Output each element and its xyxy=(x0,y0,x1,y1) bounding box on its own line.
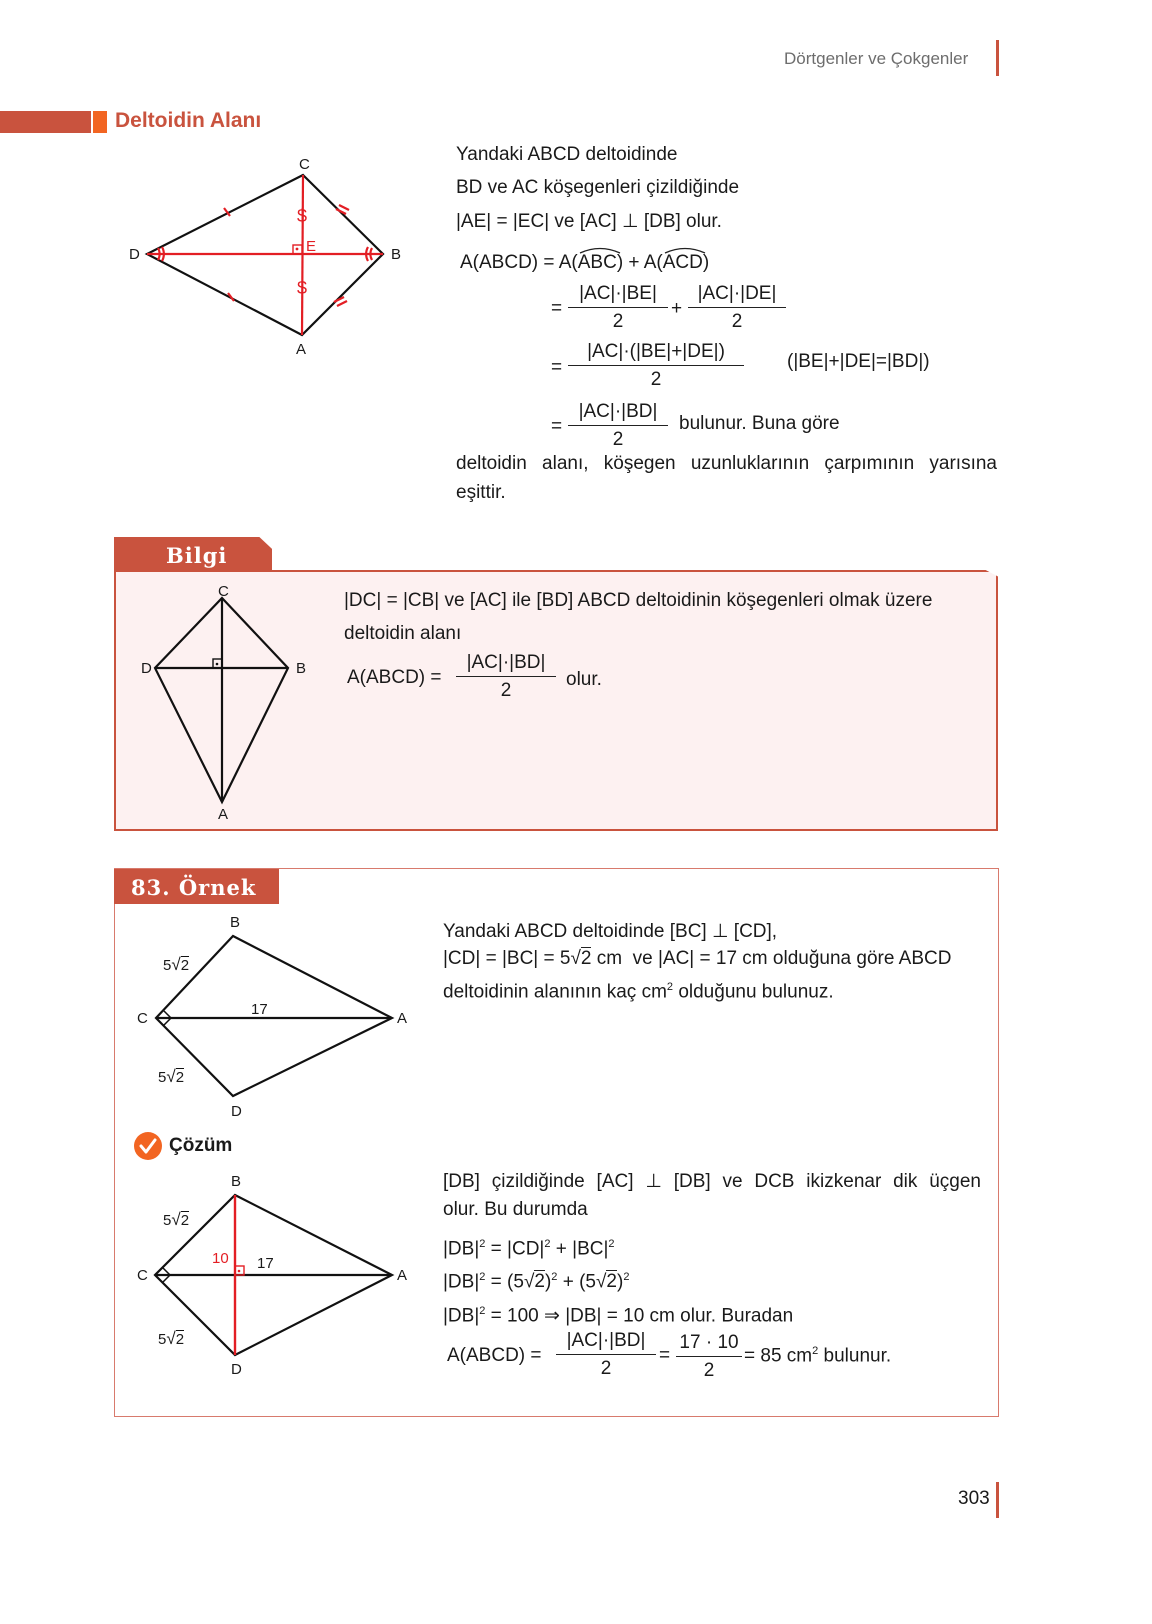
example-label-d: D xyxy=(231,1103,242,1120)
fig1-label-c: C xyxy=(299,156,310,173)
fig1-label-d: D xyxy=(129,246,140,263)
solution-eq-3: $|DB|^2 = 100$ ⇒ |DB| = 10 cm olur. Buradan xyxy=(443,1305,794,1327)
bilgi-label-d: D xyxy=(141,660,152,677)
section-bar-accent xyxy=(93,111,107,133)
bilgi-label-c: C xyxy=(218,583,229,600)
example-label-17: 17 xyxy=(251,1001,268,1018)
solution-title: Çözüm xyxy=(169,1135,233,1156)
solution-label-c: C xyxy=(137,1267,148,1284)
solution-eq-4-equals: = xyxy=(659,1345,671,1366)
header-divider xyxy=(996,40,999,76)
check-circle-icon xyxy=(133,1131,163,1161)
eq2-frac-2: $\frac{|AC|\cdot|DE|}{2}$ xyxy=(688,283,786,333)
fig1-label-b: B xyxy=(391,246,402,263)
footer-divider xyxy=(996,1482,999,1518)
intro-line-2: BD ve AC köşegenleri çizildiğinde xyxy=(456,177,740,198)
intro-line-3: |AE| = |EC| ve [AC] ⊥ [DB] olur. xyxy=(456,211,722,232)
eq2-plus: + xyxy=(671,298,683,319)
fig1-label-a: A xyxy=(296,341,307,358)
eq3-note: (|BE|+|DE|=|BD|) xyxy=(787,351,930,372)
fig1-label-e: E xyxy=(306,238,317,255)
eq1-lhs: A(ABCD) = A( xyxy=(460,252,578,273)
intro-line-1: Yandaki ABCD deltoidinde xyxy=(456,144,678,165)
example-line-2: |CD| = |BC| = 5√2 cm ve |AC| = 17 cm olduğuna göre ABCD xyxy=(443,948,952,969)
solution-label-d: D xyxy=(231,1361,242,1378)
section-bar xyxy=(0,111,91,133)
kite-figure-bilgi xyxy=(130,580,330,820)
page-number: 303 xyxy=(958,1488,990,1509)
eq1-end: ) xyxy=(702,252,710,273)
solution-eq-4-frac-1: $\frac{|AC|\cdot|BD|}{2}$ xyxy=(556,1330,656,1380)
solution-label-b: B xyxy=(231,1173,242,1190)
solution-label-a: A xyxy=(397,1267,408,1284)
solution-line-1: [DB] çizildiğinde [AC] ⊥ [DB] ve DCB ikizkenar dik üçgen xyxy=(443,1171,981,1192)
eq3-frac: $\frac{|AC|\cdot(|BE|+|DE|)}{2}$ xyxy=(568,341,744,391)
solution-label-17: 17 xyxy=(257,1255,274,1272)
eq2-frac-1: $\frac{|AC|\cdot|BE|}{2}$ xyxy=(568,283,668,333)
eq2-equals: = xyxy=(551,298,563,319)
example-label-a: A xyxy=(397,1010,408,1027)
solution-label-upper-side: 5√2 xyxy=(163,1210,190,1229)
bilgi-formula-suffix: olur. xyxy=(566,669,602,690)
solution-eq-4-frac-2: $\frac{17 \cdot 10}{2}$ xyxy=(676,1332,742,1382)
bilgi-line-2: deltoidin alanı xyxy=(344,623,462,644)
solution-line-2: olur. Bu durumda xyxy=(443,1199,588,1220)
solution-label-lower-side: 5√2 xyxy=(158,1329,185,1348)
solution-eq-4-result: = 85 $cm^2$ bulunur. xyxy=(744,1345,892,1367)
example-label-c: C xyxy=(137,1010,148,1027)
eq4-equals: = xyxy=(551,416,563,437)
solution-label-10: 10 xyxy=(212,1250,229,1267)
bilgi-label-a: A xyxy=(218,806,229,823)
bilgi-title: Bilgi xyxy=(166,543,228,568)
bilgi-formula-lhs: A(ABCD) = xyxy=(347,667,442,688)
section-title: Deltoidin Alanı xyxy=(115,109,262,132)
arc-acd: ACD xyxy=(663,252,703,274)
example-kite-outline xyxy=(156,936,392,1096)
mark-s-lower: $ xyxy=(297,278,308,298)
eq3-equals: = xyxy=(551,357,563,378)
eq1-mid: ) + A( xyxy=(616,252,663,273)
conclusion-line-2: eşittir. xyxy=(456,482,506,503)
solution-eq-4-lhs: A(ABCD) = xyxy=(447,1345,542,1366)
example-title: 83. Örnek xyxy=(131,875,257,900)
eq4-suffix: bulunur. Buna göre xyxy=(679,413,840,434)
bilgi-formula-frac: $\frac{|AC|\cdot|BD|}{2}$ xyxy=(456,652,556,702)
mark-s-upper: $ xyxy=(297,206,308,226)
chapter-title: Dörtgenler ve Çokgenler xyxy=(784,49,969,68)
solution-eq-2: $|DB|^2 = (5√2)^2 + (5√2)^2$ xyxy=(443,1271,630,1293)
arc-abc: ABC xyxy=(578,252,617,274)
eq4-frac: $\frac{|AC|\cdot|BD|}{2}$ xyxy=(568,401,668,451)
solution-eq-1: $|DB|^2 = |CD|^2 + |BC|^2$ xyxy=(443,1238,615,1260)
example-line-3: deltoidinin alanının kaç $cm^2$ olduğunu bulunuz. xyxy=(443,981,834,1003)
example-label-lower-side: 5√2 xyxy=(158,1067,185,1086)
area-equation-1 xyxy=(460,252,709,274)
kite-figure-1 xyxy=(120,150,420,360)
conclusion-line-1: deltoidin alanı, köşegen uzunluklarının çarpımının yarısına xyxy=(456,453,997,474)
bilgi-line-1: |DC| = |CB| ve [AC] ile [BD] ABCD deltoidinin köşegenleri olmak üzere xyxy=(344,590,933,611)
example-label-b: B xyxy=(230,914,241,931)
example-label-upper-side: 5√2 xyxy=(163,955,190,974)
example-line-1: Yandaki ABCD deltoidinde [BC] ⊥ [CD], xyxy=(443,921,778,942)
bilgi-label-b: B xyxy=(296,660,307,677)
